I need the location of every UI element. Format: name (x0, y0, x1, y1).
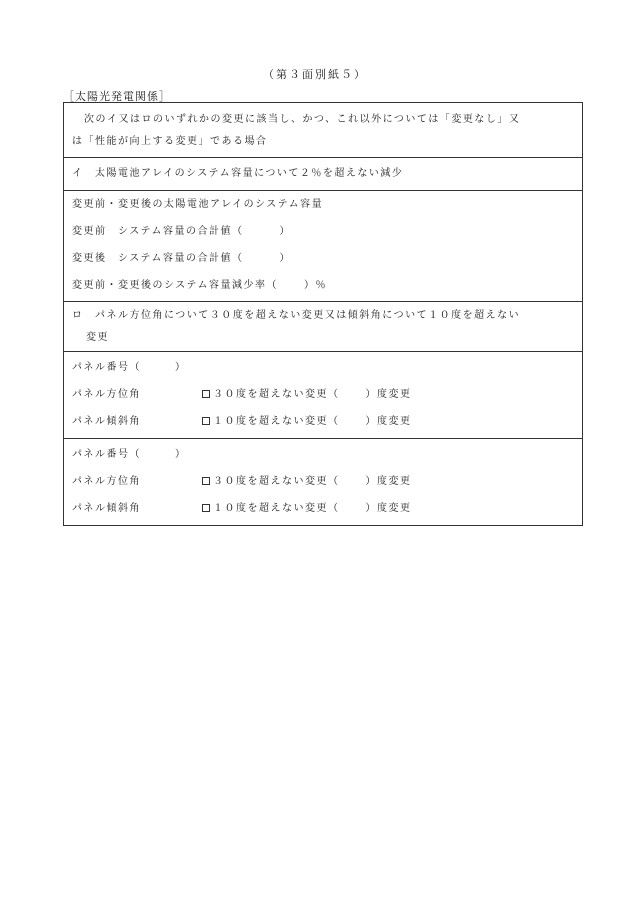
panel-azimuth-row (64, 468, 582, 495)
azimuth-option-label: ３０度を超えない変更（ (213, 476, 340, 487)
capacity-after-close: ） (279, 253, 291, 264)
panel-azimuth-option (202, 468, 412, 495)
panel-azimuth-label: パネル方位角 (72, 389, 141, 400)
capacity-rate-unit: ）％ (304, 280, 327, 291)
panel-number-row (64, 354, 582, 381)
panel-number-row (64, 441, 582, 468)
tilt-suffix: ）度変更 (365, 416, 412, 427)
panel-tilt-label: パネル傾斜角 (72, 503, 141, 514)
capacity-rate-label: 変更前・変更後のシステム容量減少率（ (72, 280, 278, 291)
panel-tilt-label: パネル傾斜角 (72, 416, 141, 427)
azimuth-checkbox[interactable] (202, 390, 210, 398)
intro-section (64, 103, 582, 157)
panel-number-close: ） (175, 362, 187, 373)
panel-azimuth-row (64, 381, 582, 408)
intro-line-2: は「性能が向上する変更」である場合 (72, 136, 268, 147)
panel-number-label: パネル番号（ (72, 362, 141, 373)
item-i-section (64, 157, 582, 190)
form-table (63, 102, 583, 526)
capacity-after-label: 変更後 システム容量の合計値（ (72, 253, 244, 264)
azimuth-suffix: ）度変更 (365, 476, 412, 487)
panel-tilt-option (202, 495, 412, 522)
panel-azimuth-label: パネル方位角 (72, 476, 141, 487)
capacity-rate-row (64, 272, 582, 299)
panel-tilt-row (64, 408, 582, 438)
capacity-after-row (64, 245, 582, 272)
panel-section-1 (64, 351, 582, 438)
page-title: （第３面別紙５） (263, 68, 367, 81)
panel-section-2 (64, 438, 582, 525)
panel-tilt-option (202, 408, 412, 435)
section-label: ［太陽光発電関係］ (63, 90, 171, 103)
capacity-before-label: 変更前 システム容量の合計値（ (72, 226, 244, 237)
item-i-title: イ 太陽電池アレイのシステム容量について２％を超えない減少 (72, 168, 404, 179)
tilt-option-label: １０度を超えない変更（ (213, 503, 340, 514)
capacity-before-close: ） (279, 226, 291, 237)
azimuth-suffix: ）度変更 (365, 389, 412, 400)
tilt-checkbox[interactable] (202, 504, 210, 512)
capacity-header: 変更前・変更後の太陽電池アレイのシステム容量 (72, 199, 324, 210)
item-ro-line-2: 変更 (86, 332, 109, 343)
tilt-suffix: ）度変更 (365, 503, 412, 514)
item-ro-section (64, 301, 582, 351)
panel-number-close: ） (175, 449, 187, 460)
panel-azimuth-option (202, 381, 412, 408)
azimuth-checkbox[interactable] (202, 477, 210, 485)
capacity-section (64, 190, 582, 301)
tilt-option-label: １０度を超えない変更（ (213, 416, 340, 427)
panel-tilt-row (64, 495, 582, 525)
panel-number-label: パネル番号（ (72, 449, 141, 460)
item-ro-line-1: ロ パネル方位角について３０度を超えない変更又は傾斜角について１０度を超えない (72, 310, 521, 321)
capacity-before-row (64, 218, 582, 245)
intro-line-1: 次のイ又はロのいずれかの変更に該当し、かつ、これ以外については「変更なし」又 (84, 114, 521, 125)
azimuth-option-label: ３０度を超えない変更（ (213, 389, 340, 400)
tilt-checkbox[interactable] (202, 417, 210, 425)
